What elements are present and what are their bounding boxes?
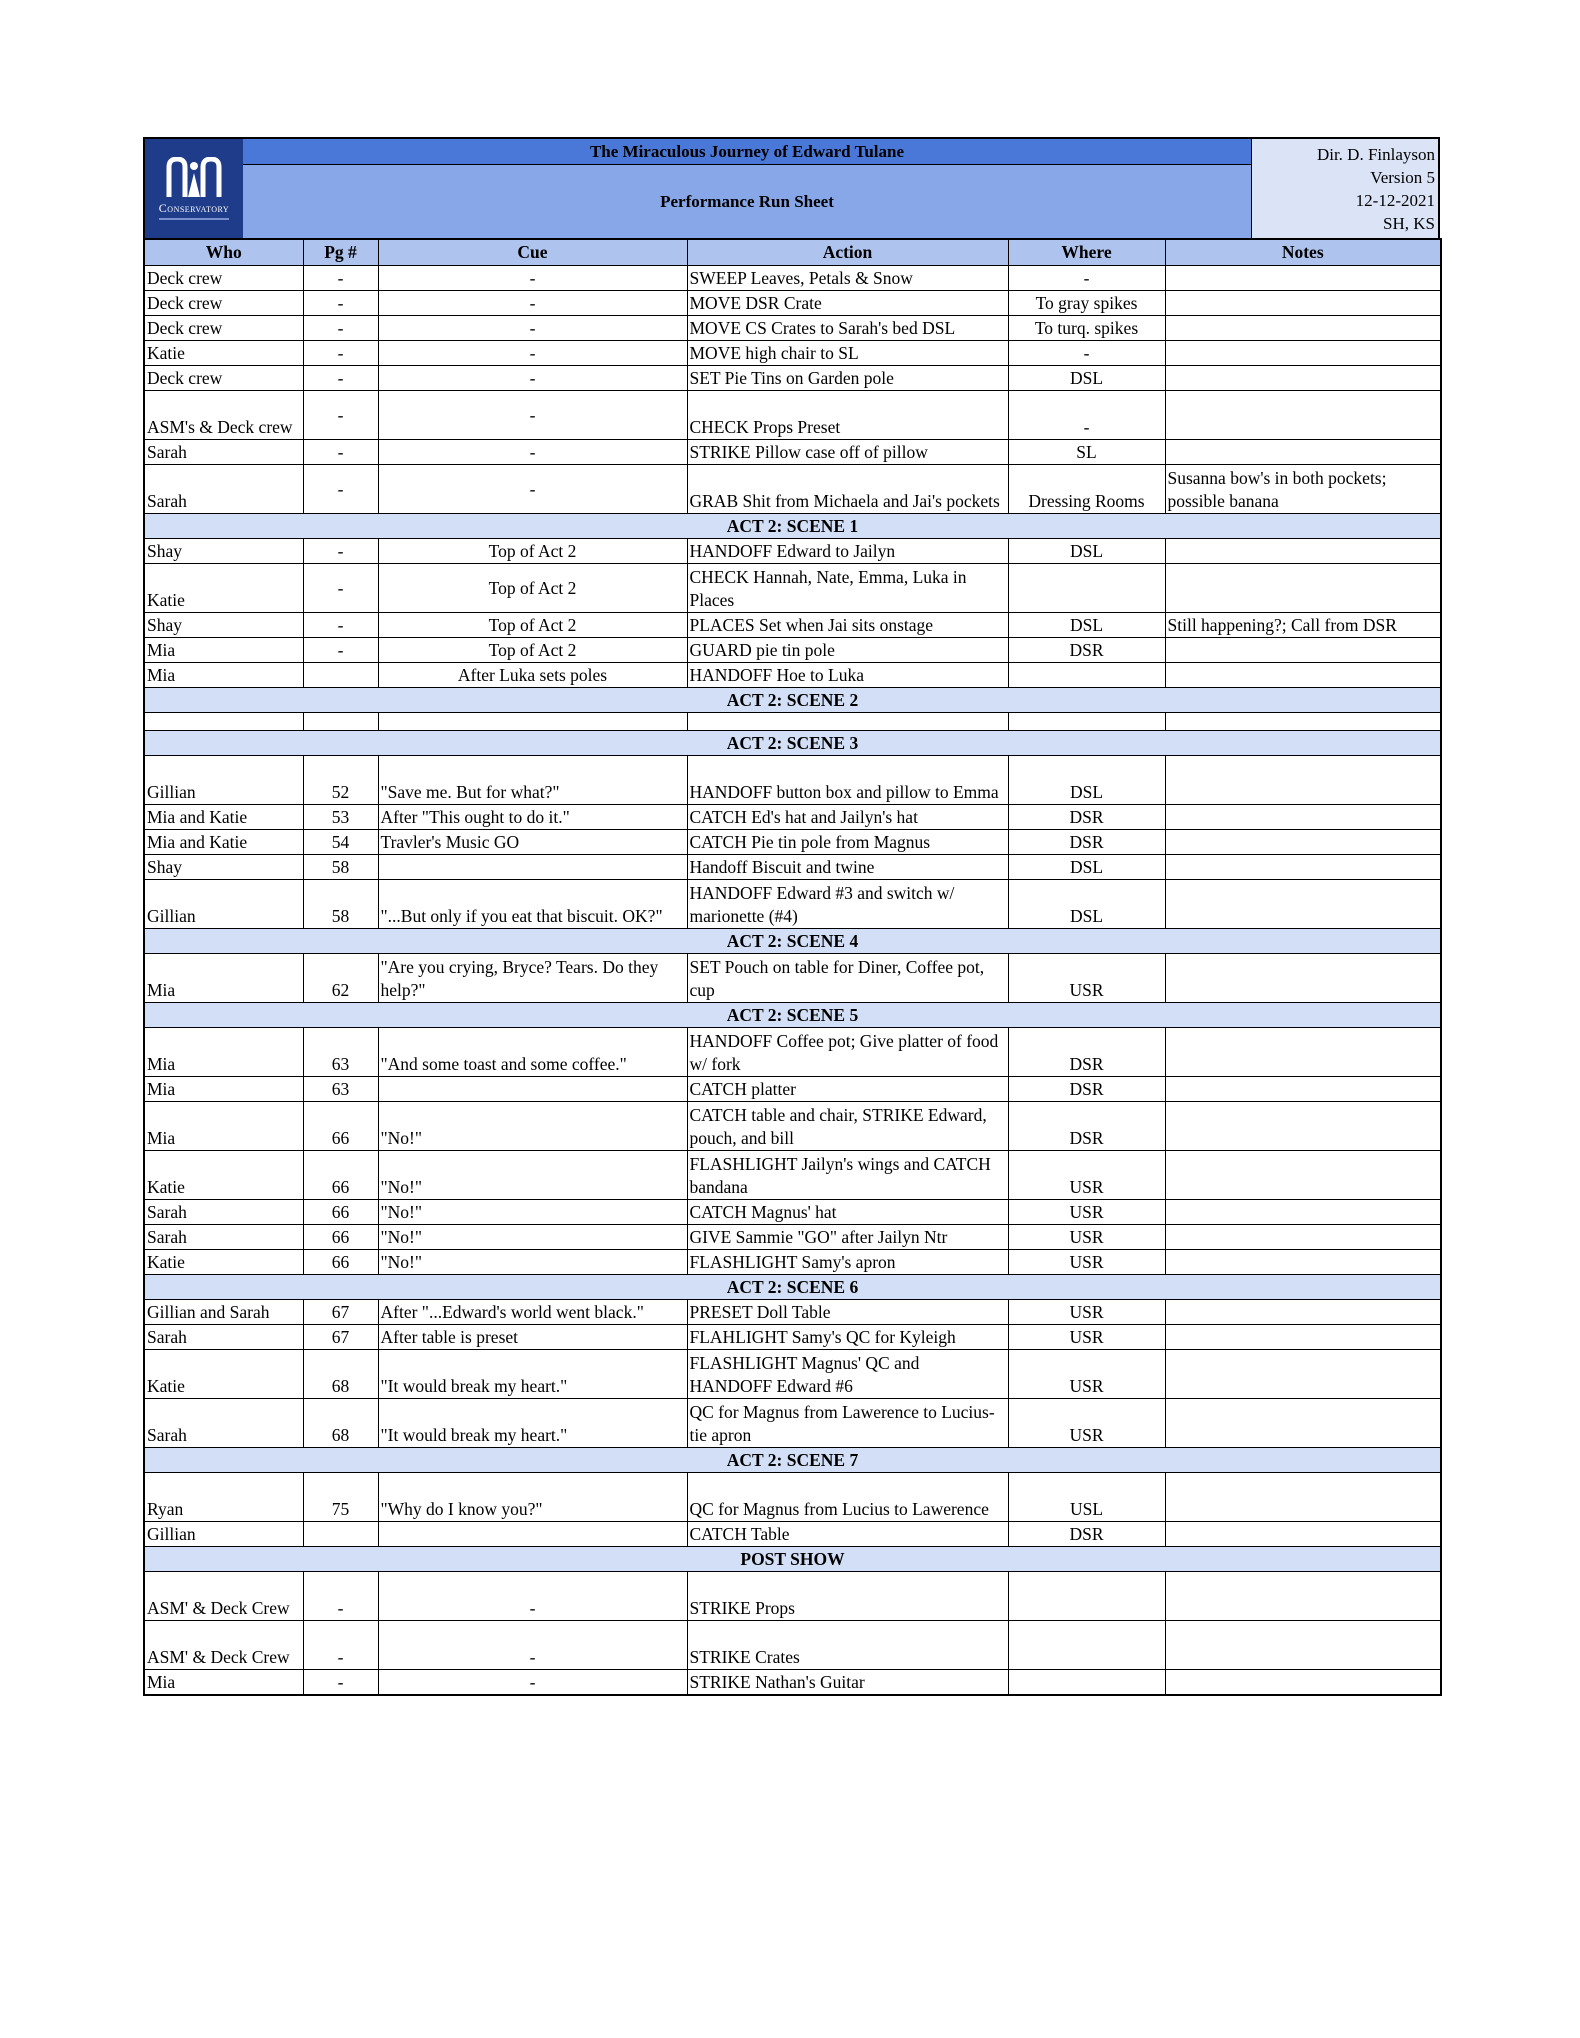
col-cue: Cue [378,239,687,266]
where-cell: To turq. spikes [1008,316,1165,341]
action-cell: CHECK Props Preset [687,391,1008,440]
page-cell: 66 [303,1200,378,1225]
notes-cell [1165,316,1441,341]
action-cell: SET Pie Tins on Garden pole [687,366,1008,391]
page-cell: - [303,465,378,514]
cue-row [144,855,1441,880]
who-cell: Deck crew [144,366,303,391]
cue-cell: "No!" [378,1200,687,1225]
who-cell: Sarah [144,465,303,514]
cue-cell: - [378,465,687,514]
who-cell: Katie [144,1151,303,1200]
where-cell: - [1008,266,1165,291]
action-cell: CATCH Magnus' hat [687,1200,1008,1225]
cue-row [144,316,1441,341]
action-cell: PRESET Doll Table [687,1300,1008,1325]
action-cell: HANDOFF Coffee pot; Give platter of food w/ fork [687,1028,1008,1077]
cue-cell: After Luka sets poles [378,663,687,688]
scene-label: ACT 2: SCENE 1 [144,514,1441,539]
where-cell [1008,663,1165,688]
who-cell: Katie [144,1250,303,1275]
col-notes: Notes [1165,239,1441,266]
notes-cell [1165,1522,1441,1547]
cue-row [144,440,1441,465]
cue-cell [378,855,687,880]
cue-cell: After table is preset [378,1325,687,1350]
page-cell: 62 [303,954,378,1003]
page-cell: - [303,539,378,564]
page-cell: - [303,564,378,613]
cue-cell: After "...Edward's world went black." [378,1300,687,1325]
action-cell: MOVE high chair to SL [687,341,1008,366]
cue-row [144,1670,1441,1696]
where-cell: Dressing Rooms [1008,465,1165,514]
sheet-header [143,137,1440,238]
who-cell: Katie [144,1350,303,1399]
page-cell: - [303,638,378,663]
page-cell: - [303,440,378,465]
page-cell: 66 [303,1151,378,1200]
notes-cell [1165,1621,1441,1670]
action-cell: CATCH table and chair, STRIKE Edward, pouch, and bill [687,1102,1008,1151]
action-cell: GIVE Sammie "GO" after Jailyn Ntr [687,1225,1008,1250]
notes-cell [1165,756,1441,805]
notes-cell [1165,1102,1441,1151]
action-cell: FLASHLIGHT Jailyn's wings and CATCH bandana [687,1151,1008,1200]
where-cell: DSL [1008,613,1165,638]
where-cell: DSR [1008,830,1165,855]
sheet-subtitle: Performance Run Sheet [243,165,1251,238]
action-cell: STRIKE Props [687,1572,1008,1621]
notes-cell [1165,291,1441,316]
column-header-row [144,239,1441,266]
page-cell [303,663,378,688]
who-cell: Mia [144,1077,303,1102]
action-cell: HANDOFF Edward #3 and switch w/ marionette (#4) [687,880,1008,929]
cue-row [144,1102,1441,1151]
who-cell: Deck crew [144,316,303,341]
cue-row [144,1621,1441,1670]
date-line: 12-12-2021 [1355,191,1435,210]
notes-cell [1165,638,1441,663]
where-cell: DSR [1008,1102,1165,1151]
who-cell: Deck crew [144,266,303,291]
action-cell: STRIKE Nathan's Guitar [687,1670,1008,1696]
notes-cell [1165,564,1441,613]
where-cell: USR [1008,1225,1165,1250]
cue-cell: "It would break my heart." [378,1350,687,1399]
notes-cell [1165,855,1441,880]
action-cell: SET Pouch on table for Diner, Coffee pot, cup [687,954,1008,1003]
cue-cell: "No!" [378,1250,687,1275]
page-cell: 58 [303,880,378,929]
scene-header-row [144,929,1441,954]
logo-mark-icon [163,157,225,199]
page-cell: - [303,341,378,366]
page-cell: 54 [303,830,378,855]
scene-label: ACT 2: SCENE 3 [144,731,1441,756]
notes-cell [1165,1151,1441,1200]
action-cell: MOVE DSR Crate [687,291,1008,316]
where-cell: USR [1008,1151,1165,1200]
scene-label: ACT 2: SCENE 7 [144,1448,1441,1473]
cue-cell: Top of Act 2 [378,564,687,613]
page-cell: 66 [303,1102,378,1151]
who-cell: Gillian [144,756,303,805]
cue-row [144,1572,1441,1621]
page-cell: 63 [303,1028,378,1077]
who-cell: Mia and Katie [144,805,303,830]
notes-cell [1165,341,1441,366]
cue-row [144,830,1441,855]
action-cell: CHECK Hannah, Nate, Emma, Luka in Places [687,564,1008,613]
where-cell: - [1008,341,1165,366]
cue-cell: "No!" [378,1225,687,1250]
page-cell: 53 [303,805,378,830]
cue-row [144,613,1441,638]
cue-row [144,366,1441,391]
initials-line: SH, KS [1383,214,1435,233]
empty-cell [378,713,687,731]
col-page: Pg # [303,239,378,266]
logo-text: Conservatory [158,201,230,215]
action-cell: Handoff Biscuit and twine [687,855,1008,880]
show-title: The Miraculous Journey of Edward Tulane [243,139,1251,165]
cue-cell: "No!" [378,1102,687,1151]
cue-cell [378,1077,687,1102]
where-cell: DSR [1008,805,1165,830]
cue-row [144,1077,1441,1102]
cue-row [144,1151,1441,1200]
cue-row [144,1300,1441,1325]
action-cell: GUARD pie tin pole [687,638,1008,663]
who-cell: Sarah [144,1399,303,1448]
page-cell: 67 [303,1325,378,1350]
cue-row [144,1522,1441,1547]
where-cell [1008,1670,1165,1696]
col-who: Who [144,239,303,266]
action-cell: FLASHLIGHT Samy's apron [687,1250,1008,1275]
where-cell: USR [1008,1325,1165,1350]
who-cell: Katie [144,341,303,366]
where-cell: USR [1008,1350,1165,1399]
cue-row [144,1225,1441,1250]
action-cell: MOVE CS Crates to Sarah's bed DSL [687,316,1008,341]
cue-cell: - [378,366,687,391]
cue-row [144,1473,1441,1522]
cue-row [144,341,1441,366]
who-cell: ASM' & Deck Crew [144,1572,303,1621]
scene-header-row [144,731,1441,756]
page-cell: - [303,291,378,316]
page-cell: 66 [303,1225,378,1250]
scene-label: ACT 2: SCENE 6 [144,1275,1441,1300]
cue-cell: - [378,1572,687,1621]
where-cell: DSR [1008,638,1165,663]
page-cell: 58 [303,855,378,880]
scene-header-row [144,688,1441,713]
who-cell: Shay [144,855,303,880]
scene-label: ACT 2: SCENE 4 [144,929,1441,954]
action-cell: HANDOFF Edward to Jailyn [687,539,1008,564]
empty-cell [303,713,378,731]
action-cell: SWEEP Leaves, Petals & Snow [687,266,1008,291]
notes-cell [1165,805,1441,830]
who-cell: Gillian and Sarah [144,1300,303,1325]
cue-cell: "Save me. But for what?" [378,756,687,805]
notes-cell [1165,391,1441,440]
who-cell: Sarah [144,1325,303,1350]
director-line: Dir. D. Finlayson [1316,145,1435,164]
scene-label: POST SHOW [144,1547,1441,1572]
who-cell: Mia [144,1102,303,1151]
where-cell: USR [1008,1250,1165,1275]
notes-cell [1165,1350,1441,1399]
who-cell: Gillian [144,1522,303,1547]
version-line: Version 5 [1370,168,1435,187]
where-cell [1008,1572,1165,1621]
where-cell: DSR [1008,1028,1165,1077]
notes-cell: Susanna bow's in both pockets; possible banana [1165,465,1441,514]
cue-row [144,564,1441,613]
where-cell: DSR [1008,1522,1165,1547]
cue-cell: Travler's Music GO [378,830,687,855]
action-cell: CATCH platter [687,1077,1008,1102]
run-sheet [143,137,1440,1696]
cue-cell: - [378,291,687,316]
who-cell: Sarah [144,1225,303,1250]
col-where: Where [1008,239,1165,266]
cue-row [144,663,1441,688]
action-cell: FLASHLIGHT Magnus' QC and HANDOFF Edward #6 [687,1350,1008,1399]
page-cell: - [303,391,378,440]
notes-cell [1165,1399,1441,1448]
scene-header-row [144,514,1441,539]
cue-cell: - [378,266,687,291]
where-cell: SL [1008,440,1165,465]
notes-cell [1165,1200,1441,1225]
who-cell: Mia [144,1028,303,1077]
action-cell: CATCH Table [687,1522,1008,1547]
notes-cell [1165,1670,1441,1696]
notes-cell [1165,366,1441,391]
action-cell: QC for Magnus from Lawerence to Lucius- tie apron [687,1399,1008,1448]
page-cell: 63 [303,1077,378,1102]
page-cell: 67 [303,1300,378,1325]
cue-cell: - [378,316,687,341]
empty-cell [144,713,303,731]
action-cell: PLACES Set when Jai sits onstage [687,613,1008,638]
cue-cell [378,1522,687,1547]
notes-cell [1165,1572,1441,1621]
page-cell [303,1522,378,1547]
page-cell: 75 [303,1473,378,1522]
cue-row [144,1350,1441,1399]
action-cell: HANDOFF Hoe to Luka [687,663,1008,688]
who-cell: Gillian [144,880,303,929]
where-cell: DSR [1008,1077,1165,1102]
page-cell: - [303,316,378,341]
notes-cell [1165,830,1441,855]
who-cell: Mia [144,1670,303,1696]
action-cell: CATCH Pie tin pole from Magnus [687,830,1008,855]
scene-label: ACT 2: SCENE 2 [144,688,1441,713]
who-cell: Ryan [144,1473,303,1522]
action-cell: STRIKE Pillow case off of pillow [687,440,1008,465]
action-cell: STRIKE Crates [687,1621,1008,1670]
cue-row [144,266,1441,291]
where-cell: DSL [1008,756,1165,805]
who-cell: Shay [144,539,303,564]
where-cell: DSL [1008,539,1165,564]
action-cell: GRAB Shit from Michaela and Jai's pockets [687,465,1008,514]
action-cell: FLAHLIGHT Samy's QC for Kyleigh [687,1325,1008,1350]
notes-cell [1165,539,1441,564]
who-cell: Mia and Katie [144,830,303,855]
cue-cell: Top of Act 2 [378,638,687,663]
empty-cell [687,713,1008,731]
cue-row [144,805,1441,830]
where-cell: DSL [1008,855,1165,880]
empty-cell [1165,713,1441,731]
who-cell: ASM's & Deck crew [144,391,303,440]
cue-cell: Top of Act 2 [378,539,687,564]
notes-cell [1165,1028,1441,1077]
where-cell: DSL [1008,366,1165,391]
notes-cell [1165,1300,1441,1325]
notes-cell [1165,1077,1441,1102]
scene-header-row [144,1275,1441,1300]
where-cell: USR [1008,954,1165,1003]
where-cell: USR [1008,1300,1165,1325]
cue-row [144,954,1441,1003]
logo-underline [159,218,229,220]
cue-row [144,1325,1441,1350]
cue-cell: "...But only if you eat that biscuit. OK?" [378,880,687,929]
who-cell: Sarah [144,1200,303,1225]
cue-cell: "It would break my heart." [378,1399,687,1448]
notes-cell [1165,663,1441,688]
notes-cell [1165,1325,1441,1350]
notes-cell [1165,266,1441,291]
page-cell: 66 [303,1250,378,1275]
cue-cell: - [378,391,687,440]
who-cell: Deck crew [144,291,303,316]
page-cell: - [303,1670,378,1696]
where-cell: To gray spikes [1008,291,1165,316]
cue-cell: "No!" [378,1151,687,1200]
notes-cell [1165,1250,1441,1275]
cue-cell: - [378,1621,687,1670]
empty-cell [1008,713,1165,731]
where-cell: USR [1008,1200,1165,1225]
cue-cell: - [378,1670,687,1696]
sheet-meta [1252,139,1438,238]
who-cell: Mia [144,663,303,688]
cue-cell: - [378,341,687,366]
conservatory-logo [145,139,243,238]
page-cell: - [303,366,378,391]
who-cell: Katie [144,564,303,613]
action-cell: HANDOFF button box and pillow to Emma [687,756,1008,805]
cue-cell: After "This ought to do it." [378,805,687,830]
page-cell: 52 [303,756,378,805]
cue-row [144,1399,1441,1448]
page-cell: - [303,1621,378,1670]
scene-header-row [144,1003,1441,1028]
cue-row [144,756,1441,805]
who-cell: ASM' & Deck Crew [144,1621,303,1670]
notes-cell [1165,440,1441,465]
who-cell: Mia [144,954,303,1003]
cue-row [144,1250,1441,1275]
where-cell [1008,564,1165,613]
cue-row [144,1200,1441,1225]
who-cell: Mia [144,638,303,663]
page-cell: 68 [303,1399,378,1448]
who-cell: Shay [144,613,303,638]
cue-row [144,539,1441,564]
where-cell: USR [1008,1399,1165,1448]
page-cell: - [303,266,378,291]
cue-row [144,391,1441,440]
run-sheet-table [143,238,1442,1696]
cue-cell: "And some toast and some coffee." [378,1028,687,1077]
notes-cell [1165,954,1441,1003]
action-cell: CATCH Ed's hat and Jailyn's hat [687,805,1008,830]
who-cell: Sarah [144,440,303,465]
where-cell: USL [1008,1473,1165,1522]
scene-header-row [144,1448,1441,1473]
col-action: Action [687,239,1008,266]
page-cell: 68 [303,1350,378,1399]
notes-cell [1165,1225,1441,1250]
page-cell: - [303,1572,378,1621]
notes-cell [1165,880,1441,929]
cue-row [144,1028,1441,1077]
where-cell [1008,1621,1165,1670]
notes-cell [1165,1473,1441,1522]
page-cell: - [303,613,378,638]
cue-cell: "Are you crying, Bryce? Tears. Do they help?" [378,954,687,1003]
blank-row [144,713,1441,731]
scene-label: ACT 2: SCENE 5 [144,1003,1441,1028]
where-cell: - [1008,391,1165,440]
where-cell: DSL [1008,880,1165,929]
cue-row [144,465,1441,514]
scene-header-row [144,1547,1441,1572]
cue-cell: Top of Act 2 [378,613,687,638]
cue-row [144,638,1441,663]
cue-row [144,880,1441,929]
notes-cell: Still happening?; Call from DSR [1165,613,1441,638]
action-cell: QC for Magnus from Lucius to Lawerence [687,1473,1008,1522]
cue-row [144,291,1441,316]
cue-cell: "Why do I know you?" [378,1473,687,1522]
cue-cell: - [378,440,687,465]
